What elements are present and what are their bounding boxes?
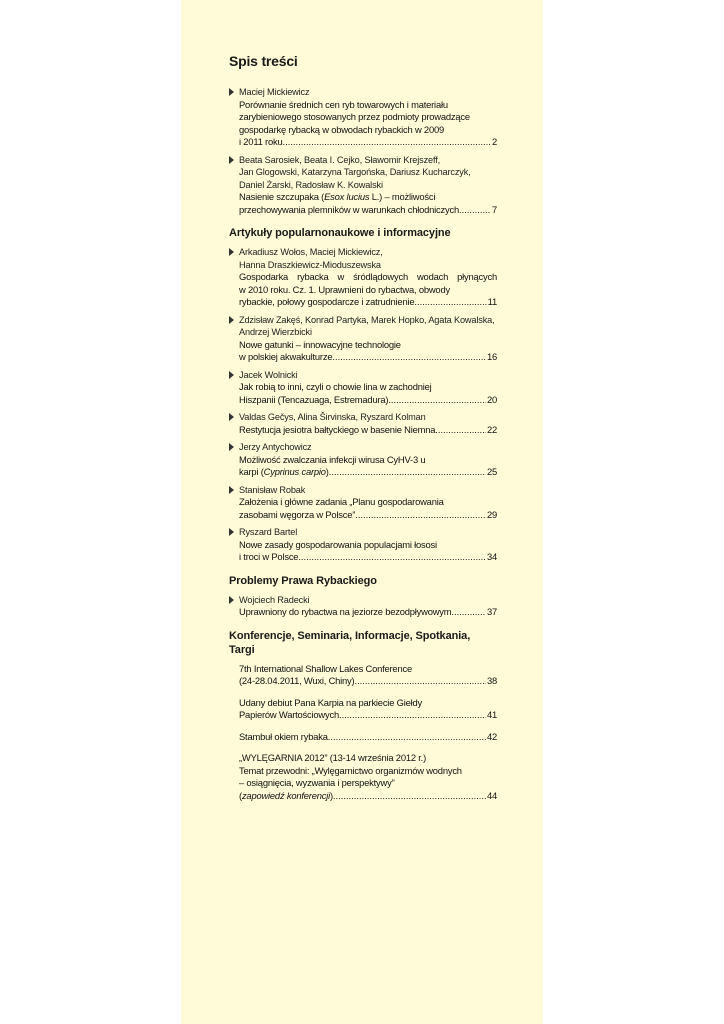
entry-title-line: zarybieniowego stosowanych przez podmioty prowadzące [239,111,470,122]
toc-entry[interactable] [229,484,497,522]
toc-entry[interactable] [229,369,497,407]
page-number: 20 [486,393,497,405]
entry-title-end: Restytucja jesiotra bałtyckiego w basenie Niemna [239,423,436,435]
page-number: 25 [486,466,497,477]
entry-authors: Beata Sarosiek, Beata I. Cejko, Sławomir Krejszeff, [239,154,441,165]
section-heading: Konferencje, Seminaria, Informacje, Spotkania, Targi [229,629,471,656]
entry-title-end: Stambuł okiem rybaka [239,730,328,742]
table-of-contents [229,52,497,811]
bullet-icon [229,443,234,451]
toc-entry[interactable] [229,411,497,436]
entry-title-end [239,790,333,803]
entry-authors: Ryszard Bartel [239,527,298,537]
dot-leader [451,606,486,619]
dot-leader [328,731,486,744]
toc-entry[interactable] [229,663,497,688]
entry-title-end: i troci w Polsce [239,551,299,562]
latin-name: Esox lucius [324,191,370,202]
bullet-icon [229,528,234,536]
entry-title-line: Nowe zasady gospodarowania populacjami łososi [239,538,437,550]
entry-last-line [239,509,497,522]
bullet-icon [229,486,234,494]
entry-title-line: gospodarkę rybacką w obwodach rybackich w 2009 [239,123,444,135]
entry-authors: Valdas Gečys, Alina Širvinska, Ryszard Kolman [239,412,426,422]
entry-title-line: Możliwość zwalczania infekcji wirusa CyHV-3 u [239,453,426,465]
toc-entry[interactable] [229,526,497,564]
page-number: 29 [486,508,497,520]
entry-authors: Stanisław Robak [239,484,306,495]
entry-title-line [239,191,497,204]
entry-title-line: Nowe gatunki – innowacyjne technologie [239,338,401,350]
title-text: ) [329,789,333,801]
toc-entry[interactable] [229,752,497,802]
entry-last-line [239,606,497,619]
dot-leader [354,675,486,688]
entry-title-end: i 2011 roku [239,136,283,147]
toc-entry[interactable] [229,697,497,722]
dot-leader [298,551,486,564]
entry-authors: Jacek Wolnicki [239,369,298,380]
dot-leader [435,424,486,437]
title-text: ( [239,789,242,801]
entry-title-line: Gospodarka rybacka w śródlądowych wodach płynących [239,271,497,282]
dot-leader [333,790,486,803]
bullet-icon [229,371,234,379]
entry-last-line [239,351,497,364]
entry-authors: Arkadiusz Wołos, Maciej Mickiewicz, [239,247,383,257]
bullet-icon [229,596,234,604]
entry-title-end: Papierów Wartościowych [239,709,339,720]
page-number: 42 [486,730,497,742]
page-number: 41 [486,709,497,720]
bullet-icon [229,156,234,164]
entry-authors: Maciej Mickiewicz [239,87,310,97]
entry-title-line: w 2010 roku. Cz. 1. Uprawnieni do rybactwa, obwody [239,283,450,295]
entry-authors: Andrzej Wierzbicki [239,327,312,337]
entry-last-line [239,709,497,722]
page-number: 7 [491,203,497,215]
entry-title-line: Udany debiut Pana Karpia na parkiecie Giełdy [239,696,422,708]
entry-title-line: 7th International Shallow Lakes Conference [239,662,412,674]
title-text: Nasienie szczupaka ( [239,191,325,202]
section-heading: Problemy Prawa Rybackiego [229,574,377,587]
toc-entry[interactable] [229,86,497,149]
entry-title-end: w polskiej akwakulturze [239,351,333,362]
toc-entry[interactable] [229,154,497,217]
dot-leader [459,204,491,217]
entry-title-line: Temat przewodni: „Wylęgarnictwo organizmów wodnych [239,764,462,776]
entry-authors: Hanna Draszkiewicz-Mioduszewska [239,259,381,270]
entry-last-line [239,204,497,217]
entry-authors: Jerzy Antychowicz [239,442,312,452]
entry-authors: Zdzisław Zakęś, Konrad Partyka, Marek Hopko, Agata Kowalska, [239,314,495,325]
entry-title-end: Uprawniony do rybactwa na jeziorze bezodpływowym [239,606,452,617]
bullet-icon [229,316,234,324]
dot-leader [329,466,486,479]
dot-leader [388,394,486,407]
dot-leader [339,709,486,722]
page-number: 16 [486,351,497,362]
entry-last-line [239,731,497,744]
entry-title-line: Założenia i główne zadania „Planu gospodarowania [239,496,444,507]
entry-last-line [239,296,497,309]
entry-title-end [239,466,329,479]
dot-leader [414,296,486,309]
entry-title-line: Porównanie średnich cen ryb towarowych i materiału [239,98,448,110]
entry-last-line [239,675,497,688]
bullet-icon [229,248,234,256]
entry-title-line: „WYLĘGARNIA 2012” (13-14 września 2012 r.) [239,752,426,763]
italic-text: zapowiedź konferencji [241,789,330,801]
toc-entry[interactable] [229,594,497,619]
entry-title-line: – osiągnięcia, wyzwania i perspektywy” [239,777,395,788]
entry-authors: Wojciech Radecki [239,594,310,605]
entry-last-line [239,424,497,437]
entry-last-line [239,136,497,149]
toc-entry[interactable] [229,441,497,479]
title-text: ) [325,466,329,477]
entry-title-end: zasobami węgorza w Polsce” [239,508,356,520]
page-number: 2 [491,136,497,147]
title-text: L.) – możliwości [369,191,436,202]
latin-name: Cyprinus carpio [263,466,326,477]
page-number: 37 [486,606,497,617]
bullet-icon [229,413,234,421]
entry-title-line: Jak robią to inni, czyli o chowie lina w zachodniej [239,381,432,392]
page-number: 11 [487,296,497,307]
bullet-icon [229,88,234,96]
entry-authors: Daniel Żarski, Radosław K. Kowalski [239,179,383,190]
entry-title-end: rybackie, połowy gospodarcze i zatrudnienie [239,296,415,307]
entry-title-end: przechowywania plemników w warunkach chłodniczych [239,203,459,215]
dot-leader [355,509,486,522]
entry-last-line [239,551,497,564]
entry-last-line [239,466,497,479]
entry-authors: Jan Glogowski, Katarzyna Targońska, Dariusz Kucharczyk, [239,167,471,177]
entry-title-end: (24-28.04.2011, Wuxi, Chiny) [239,675,355,686]
toc-title: Spis treści [229,53,298,69]
dot-leader [332,351,486,364]
section-heading: Artykuły popularnonaukowe i informacyjne [229,227,451,239]
toc-entry[interactable] [229,731,497,744]
title-text: karpi ( [239,466,264,477]
entry-last-line [239,394,497,407]
toc-entry[interactable] [229,246,497,309]
entry-last-line [239,790,497,803]
page-number: 34 [486,551,497,562]
toc-entry[interactable] [229,314,497,364]
page-number: 44 [486,789,497,801]
entry-title-end: Hiszpanii (Tencazuaga, Estremadura) [239,393,389,405]
page-number: 22 [486,423,497,435]
page-number: 38 [486,675,497,686]
dot-leader [283,136,491,149]
